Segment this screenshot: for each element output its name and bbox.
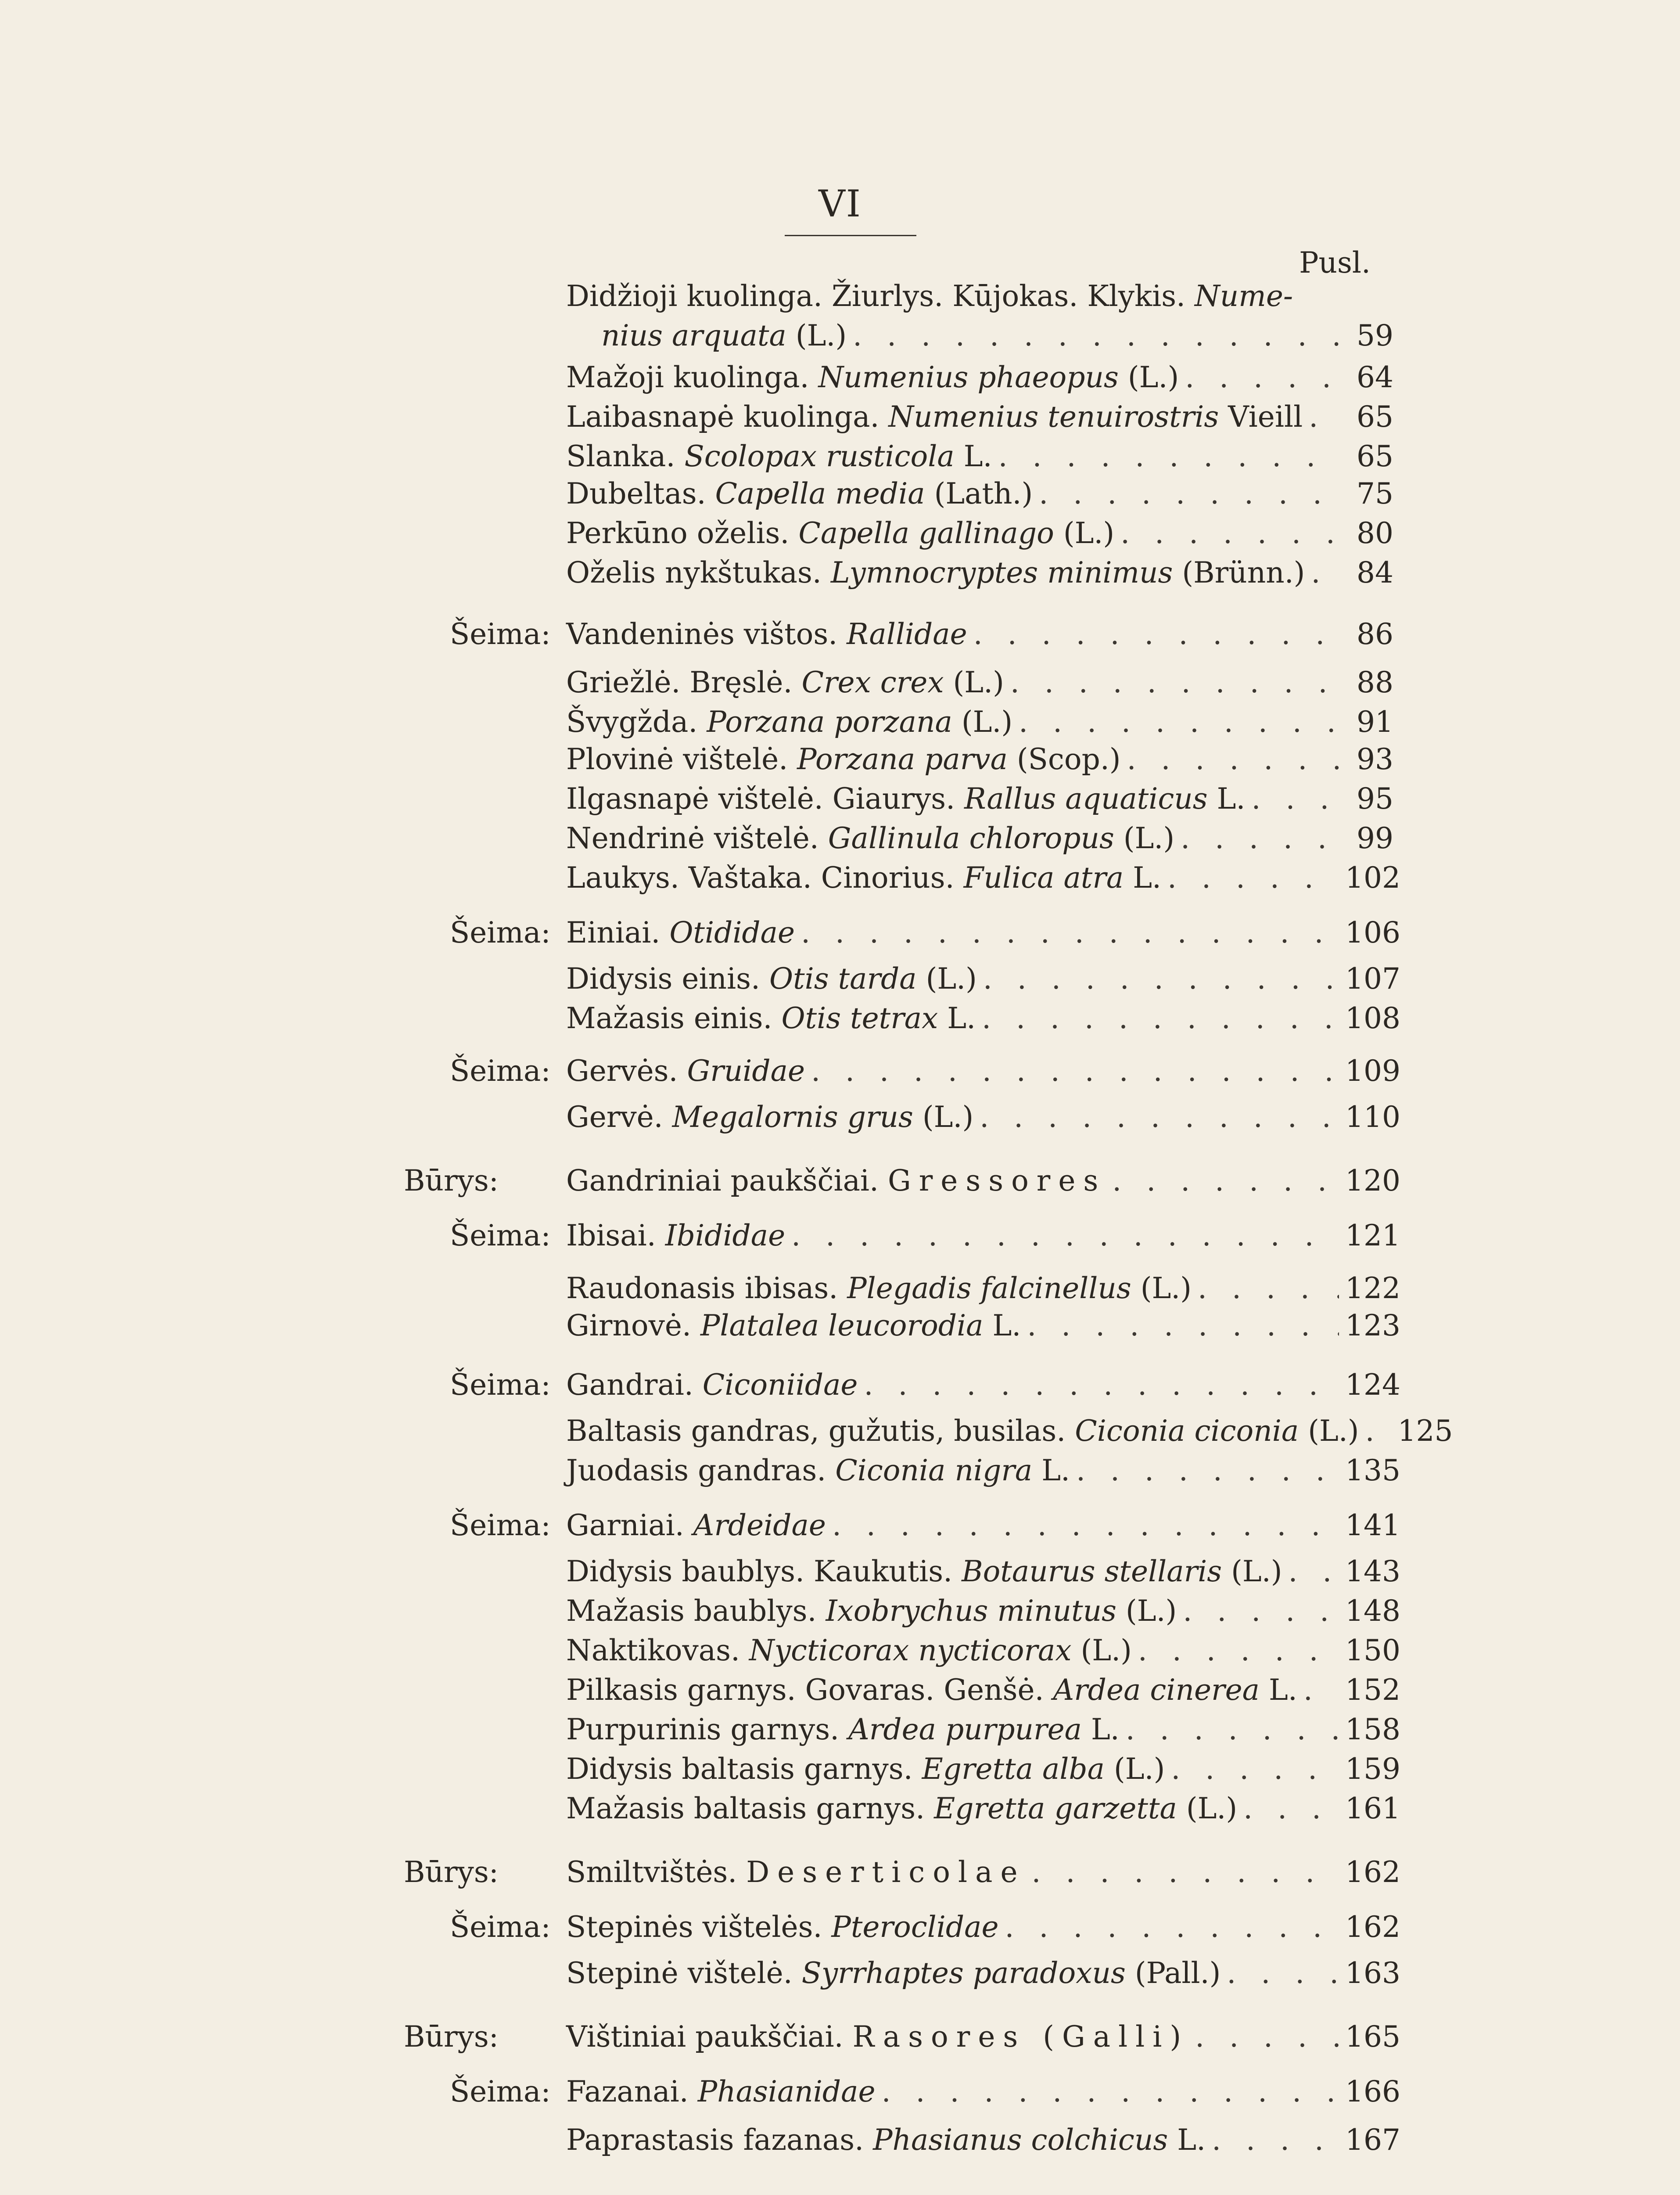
toc-entry-title: Didysis baltasis garnys. Egretta alba (L.): [566, 1752, 1165, 1786]
toc-page-number: 102: [1345, 861, 1400, 895]
toc-page-number: 84: [1357, 556, 1393, 590]
toc-entry-row[interactable]: [566, 999, 1400, 1038]
toc-page-number: 59: [1357, 319, 1393, 353]
toc-entry-title: Didysis einis. Otis tarda (L.): [566, 962, 977, 996]
toc-entry-title: Švygžda. Porzana porzana (L.): [566, 705, 1013, 739]
toc-entry-title: Vištiniai paukščiai. Rasores (Galli): [566, 2020, 1189, 2054]
toc-page-number: 93: [1357, 742, 1393, 776]
toc-page-number: 162: [1345, 1855, 1400, 1889]
toc-entry-title: Gandriniai paukščiai. Gressores: [566, 1164, 1106, 1198]
toc-page-number: 65: [1357, 439, 1393, 473]
toc-entry-title: Fazanai. Phasianidae: [566, 2075, 876, 2109]
leader-dots: [983, 959, 1339, 999]
leader-dots: [982, 999, 1339, 1038]
leader-dots: [1288, 1552, 1339, 1591]
toc-page-number: 166: [1345, 2075, 1400, 2109]
toc-entry-title: Raudonasis ibisas. Plegadis falcinellus (L.): [566, 1271, 1192, 1305]
toc-entry-row[interactable]: [566, 1552, 1400, 1591]
toc-family-row[interactable]: [566, 1216, 1400, 1256]
toc-entry-row[interactable]: [566, 1269, 1400, 1308]
toc-entry-title: Einiai. Otididae: [566, 916, 795, 950]
toc-entry-title: Purpurinis garnys. Ardea purpurea L.: [566, 1713, 1120, 1746]
toc-page-number: 99: [1357, 821, 1393, 855]
page-column-header: Pusl.: [1299, 246, 1371, 280]
leader-dots: [882, 2072, 1339, 2112]
toc-entry-title: Perkūno oželis. Capella gallinago (L.): [566, 516, 1115, 550]
leader-dots: [1019, 702, 1339, 742]
toc-entry-title: Slanka. Scolopax rusticola L.: [566, 439, 992, 473]
toc-page-number: 159: [1345, 1752, 1400, 1786]
leader-dots: [811, 1051, 1339, 1091]
toc-entry-title: Oželis nykštukas. Lymnocryptes minimus (Brünn.): [566, 556, 1305, 590]
toc-entry-title: Plovinė vištelė. Porzana parva (Scop.): [566, 742, 1121, 776]
leader-dots: [1181, 819, 1339, 858]
toc-entry-title: Garniai. Ardeidae: [566, 1508, 826, 1542]
toc-family-row[interactable]: [566, 1051, 1400, 1091]
toc-page-number: 86: [1357, 617, 1393, 651]
toc-entry-row[interactable]: [566, 740, 1393, 779]
family-prefix: Šeima:: [450, 1508, 551, 1542]
leader-dots: [1010, 663, 1339, 702]
toc-entry-row[interactable]: [566, 358, 1393, 397]
leader-dots: [1185, 358, 1339, 397]
toc-entry-line: Didžioji kuolinga. Žiurlys. Kūjokas. Klykis. Nume-: [566, 279, 1293, 313]
toc-entry-row[interactable]: [566, 1954, 1400, 1993]
leader-dots: [1027, 1306, 1339, 1346]
toc-entry-title: Mažoji kuolinga. Numenius phaeopus (L.): [566, 360, 1179, 394]
toc-entry-row[interactable]: [566, 1670, 1400, 1710]
toc-entry-title: Stepinė vištelė. Syrrhaptes paradoxus (Pall.): [566, 1956, 1221, 1990]
toc-page-number: 91: [1357, 705, 1393, 739]
toc-entry-row[interactable]: [566, 959, 1400, 999]
toc-order-row[interactable]: [566, 2017, 1400, 2057]
toc-entry-row[interactable]: [566, 779, 1393, 819]
toc-page-number: 106: [1345, 916, 1400, 950]
toc-page-number: 148: [1345, 1594, 1400, 1628]
toc-entry-title: Naktikovas. Nycticorax nycticorax (L.): [566, 1634, 1132, 1667]
toc-entry-row[interactable]: [566, 474, 1393, 514]
leader-dots: [1365, 1411, 1392, 1451]
leader-dots: [832, 1506, 1339, 1545]
toc-page-number: 88: [1357, 666, 1393, 699]
order-prefix: Būrys:: [404, 2020, 499, 2054]
leader-dots: [1120, 514, 1339, 553]
leader-dots: [1303, 1670, 1339, 1710]
toc-entry-title: Paprastasis fazanas. Phasianus colchicus L.: [566, 2123, 1206, 2157]
toc-order-row[interactable]: [566, 1853, 1400, 1892]
toc-entry-row[interactable]: [566, 702, 1393, 742]
toc-page-number: 108: [1345, 1001, 1400, 1035]
leader-dots: [1171, 1749, 1339, 1789]
toc-entry-row[interactable]: [566, 1749, 1400, 1789]
toc-page-number: 167: [1345, 2123, 1400, 2157]
leader-dots: [1227, 1954, 1339, 1993]
family-prefix: Šeima:: [450, 2075, 551, 2109]
leader-dots: [1126, 1710, 1339, 1749]
toc-order-row[interactable]: [566, 1161, 1400, 1201]
leader-dots: [1198, 1269, 1339, 1308]
leader-dots: [1127, 740, 1339, 779]
leader-dots: [1183, 1591, 1339, 1631]
toc-entry-title: Vandeninės vištos. Rallidae: [566, 617, 967, 651]
toc-entry-row[interactable]: [566, 437, 1393, 476]
toc-entry-title: Stepinės vištelės. Pteroclidae: [566, 1910, 999, 1944]
toc-entry-title: Ibisai. Ibididae: [566, 1219, 786, 1252]
toc-page-number: 121: [1345, 1219, 1400, 1252]
toc-entry-row[interactable]: [566, 858, 1400, 898]
leader-dots: [973, 615, 1339, 654]
leader-dots: [998, 437, 1339, 476]
leader-dots: [1311, 553, 1339, 593]
toc-entry-title: Baltasis gandras, gužutis, busilas. Ciconia ciconia (L.): [566, 1414, 1359, 1448]
leader-dots: [1243, 1789, 1339, 1828]
leader-dots: [1251, 779, 1339, 819]
leader-dots: [1195, 2017, 1339, 2057]
toc-page-number: 163: [1345, 1956, 1400, 1990]
toc-page-number: 110: [1345, 1100, 1400, 1134]
toc-family-row[interactable]: [566, 913, 1400, 953]
leader-dots: [864, 1365, 1339, 1405]
toc-family-row[interactable]: [566, 1506, 1400, 1545]
toc-entry-title: Dubeltas. Capella media (Lath.): [566, 477, 1033, 511]
toc-entry-title: Mažasis baltasis garnys. Egretta garzetta (L.): [566, 1792, 1238, 1825]
leader-dots: [1076, 1451, 1339, 1490]
toc-entry-row[interactable]: [566, 514, 1393, 553]
toc-entry-row[interactable]: [566, 1306, 1400, 1346]
toc-entry-title: Girnovė. Platalea leucorodia L.: [566, 1309, 1021, 1342]
toc-entry-title: Mažasis baublys. Ixobrychus minutus (L.): [566, 1594, 1177, 1628]
leader-dots: [853, 316, 1339, 356]
toc-entry-row[interactable]: [566, 663, 1393, 702]
toc-page-number: 120: [1345, 1164, 1400, 1198]
toc-entry-title: Gervės. Gruidae: [566, 1054, 805, 1088]
toc-entry-row[interactable]: [566, 1451, 1400, 1490]
toc-family-row[interactable]: [566, 1907, 1400, 1947]
toc-entry-title: Gervė. Megalornis grus (L.): [566, 1100, 974, 1134]
leader-dots: [1167, 858, 1339, 898]
toc-entry-row[interactable]: [566, 1710, 1400, 1749]
leader-dots: [801, 913, 1339, 953]
toc-family-row[interactable]: [566, 2072, 1400, 2112]
toc-entry-row[interactable]: [566, 1789, 1400, 1828]
toc-page-number: 122: [1345, 1271, 1400, 1305]
toc-entry-title: Mažasis einis. Otis tetrax L.: [566, 1001, 976, 1035]
toc-entry-row[interactable]: [566, 553, 1393, 593]
toc-entry-title: Laukys. Vaštaka. Cinorius. Fulica atra L.: [566, 861, 1162, 895]
leader-dots: [1138, 1631, 1339, 1670]
page-folio: VI: [818, 182, 862, 225]
toc-entry-title: Smiltvištės. Deserticolae: [566, 1855, 1026, 1889]
family-prefix: Šeima:: [450, 1368, 551, 1402]
order-prefix: Būrys:: [404, 1855, 499, 1889]
toc-entry-title: Juodasis gandras. Ciconia nigra L.: [566, 1454, 1070, 1487]
toc-entry-row[interactable]: [566, 1098, 1400, 1137]
toc-page-number: 124: [1345, 1368, 1400, 1402]
family-prefix: Šeima:: [450, 916, 551, 950]
toc-entry-title: Nendrinė vištelė. Gallinula chloropus (L.): [566, 821, 1175, 855]
toc-page-number: 125: [1397, 1414, 1453, 1448]
family-prefix: Šeima:: [450, 617, 551, 651]
leader-dots: [1212, 2120, 1339, 2160]
toc-entry-title: Didysis baublys. Kaukutis. Botaurus stellaris (L.): [566, 1554, 1282, 1588]
leader-dots: [1039, 474, 1339, 514]
toc-entry-row[interactable]: [566, 1631, 1400, 1670]
toc-page-number: 150: [1345, 1634, 1400, 1667]
toc-page-number: 165: [1345, 2020, 1400, 2054]
toc-page-number: 143: [1345, 1554, 1400, 1588]
family-prefix: Šeima:: [450, 1219, 551, 1252]
toc-page-number: 123: [1345, 1309, 1400, 1342]
family-prefix: Šeima:: [450, 1054, 551, 1088]
toc-entry-title: nius arquata (L.): [601, 319, 847, 353]
toc-page-number: 152: [1345, 1673, 1400, 1707]
toc-family-row[interactable]: [566, 615, 1393, 654]
toc-page-number: 161: [1345, 1792, 1400, 1825]
toc-entry-title: Pilkasis garnys. Govaras. Genšė. Ardea cinerea L.: [566, 1673, 1297, 1707]
toc-entry-row[interactable]: [566, 819, 1393, 858]
toc-page-number: 107: [1345, 962, 1400, 996]
toc-entry-row[interactable]: [601, 316, 1393, 356]
leader-dots: [1309, 397, 1339, 437]
toc-page-number: 162: [1345, 1910, 1400, 1944]
toc-entry-row[interactable]: [566, 2120, 1400, 2160]
toc-page-number: 65: [1357, 400, 1393, 434]
toc-page-number: 109: [1345, 1054, 1400, 1088]
toc-entry-title: Ilgasnapė vištelė. Giaurys. Rallus aquaticus L.: [566, 782, 1246, 816]
toc-family-row[interactable]: [566, 1365, 1400, 1405]
leader-dots: [980, 1098, 1339, 1137]
order-prefix: Būrys:: [404, 1164, 499, 1198]
toc-entry-row[interactable]: [566, 397, 1393, 437]
toc-page-number: 135: [1345, 1454, 1400, 1487]
folio-rule: [785, 235, 916, 236]
toc-page-number: 141: [1345, 1508, 1400, 1542]
leader-dots: [791, 1216, 1339, 1256]
leader-dots: [1112, 1161, 1339, 1201]
toc-page-number: 64: [1357, 360, 1393, 394]
leader-dots: [1032, 1853, 1339, 1892]
family-prefix: Šeima:: [450, 1910, 551, 1944]
toc-page-number: 75: [1357, 477, 1393, 511]
toc-page-number: 95: [1357, 782, 1393, 816]
toc-page-number: 80: [1357, 516, 1393, 550]
toc-entry-title: Laibasnapė kuolinga. Numenius tenuirostris Vieill: [566, 400, 1303, 434]
toc-entry-title: Gandrai. Ciconiidae: [566, 1368, 858, 1402]
toc-entry-row[interactable]: [566, 1411, 1453, 1451]
leader-dots: [1005, 1907, 1339, 1947]
toc-entry-title: Griežlė. Bręslė. Crex crex (L.): [566, 666, 1004, 699]
toc-page-number: 158: [1345, 1713, 1400, 1746]
toc-entry-row[interactable]: [566, 1591, 1400, 1631]
